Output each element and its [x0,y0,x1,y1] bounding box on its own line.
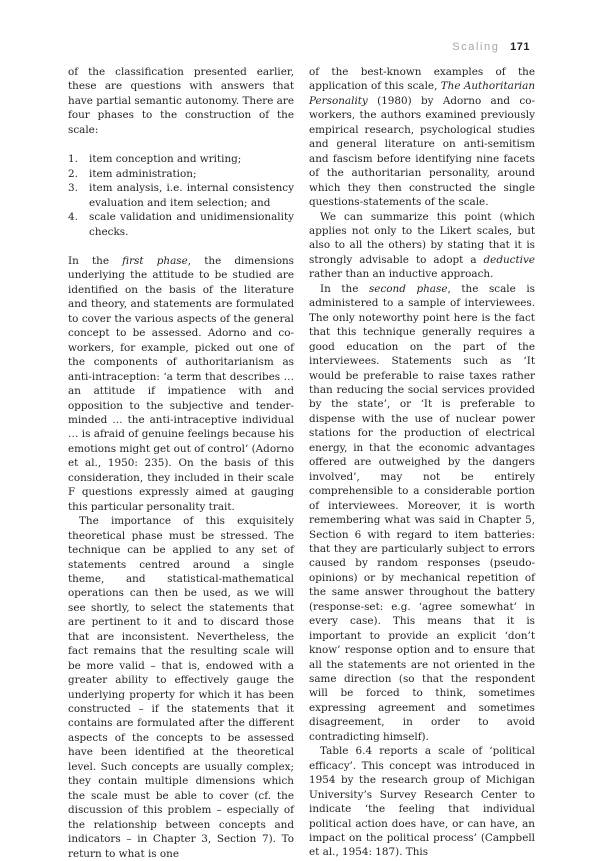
page-number: 171 [510,41,530,53]
theoretical-phase-paragraph: The importance of this exquisitely theoretical phase must be stressed. The technique can be applied to any set of statements centred around a single theme, and statistical-mathematical operations can then be used, as we will see shortly, to select the statements that are pertinent to it and to discard those that are inconsistent. Nevertheless, the fact remains that the resulting scale will be more valid – that is, endowed with a greater ability to effectively gauge the underlying property for which it has been constructed – if the statements that it contains are formulated after the different aspects of the concepts to be assessed have been identified at the theoretical level. Such concepts are usually complex; they contain multiple dimensions which the scale must be able to cover (cf. the discussion of this problem – especially of the relationship between concepts and indicators – in Chapter 3, Section 7). To return to what is one [68,515,294,860]
running-head-section: Scaling [452,41,500,53]
intro-paragraph: of the classification presented earlier, these are questions with answers that have partial semantic autonomy. There are four phases to the construction of the scale: [68,66,294,136]
list-item: 4. scale validation and unidimensionality checks. [68,211,294,238]
political-efficacy-paragraph: Table 6.4 reports a scale of ‘political efficacy’. This concept was introduced in 1954 by the research group of Michigan University’s Survey Research Center to indicate ‘the feeling that individual political action does have, or can have, an impact on the political process’ (Campbell et al., 1954: 187). This [309,745,535,859]
list-item: 3. item analysis, i.e. internal consistency evaluation and item selection; and [68,182,294,209]
right-column [309,65,535,860]
deductive-paragraph: We can summarize this point (which applies not only to the Likert scales, but also to all the others) by stating that it is strongly advisable to adopt a deductive rather than an inductive approach. [309,210,535,281]
adorno-paragraph: of the best-known examples of the application of this scale, The Authoritarian Personality (1980) by Adorno and co-workers, the authors examined previously empirical research, psychological studies and general literature on anti-semitism and fascism before identifying nine facets of the authoritarian personality, around which they then constructed the single questions-statements of the scale. [309,66,536,209]
list-item: 1. item conception and writing; [68,153,242,166]
second-phase-paragraph: In the second phase, the scale is administered to a sample of interviewees. The only noteworthy point here is the fact that this technique generally requires a good education on the part of the interviewees. Statements such as ‘It would be preferable to raise taxes rather than reducing the social services provided by the state’, or ‘It is preferable to dispense with the use of nuclear power stations for the production of electrical energy, in that the economic advantages offered are outweighed by the dangers involved’, may not be entirely comprehensible to a considerable portion of interviewees. Moreover, it is worth remembering what was said in Chapter 5, Section 6 with regard to item batteries: that they are particularly subject to errors caused by random responses (pseudo-opinions) or by mechanical repetition of the same answer throughout the battery (response-set: e.g. ‘agree somewhat’ in every case). This means that it is important to provide an explicit ‘don’t know’ response option and to ensure that all the statements are not oriented in the same direction (so that the respondent will be forced to think, sometimes expressing agreement and sometimes disagreement, in order to avoid contradicting himself). [309,282,535,743]
list-item: 2. item administration; [68,167,197,180]
phase-list [68,152,294,239]
first-phase-paragraph: In the first phase, the dimensions underlying the attitude to be studied are identified on the basis of the literature and theory, and statements are formulated to cover the various aspects of the general concept to be assessed. Adorno and co-workers, for example, picked out one of the components of authoritarianism as anti-intraception: ‘a term that describes … an attitude if impatience with and opposition to the subjective and tender-minded … the anti-intraceptive individual … is afraid of genuine feelings because his emotions might get out of control’ (Adorno et al., 1950: 235). On the basis of this consideration, they included in their scale F questions expressly aimed at gauging this particular personality trait. [68,254,295,513]
left-column [68,65,294,861]
running-header [452,41,530,53]
